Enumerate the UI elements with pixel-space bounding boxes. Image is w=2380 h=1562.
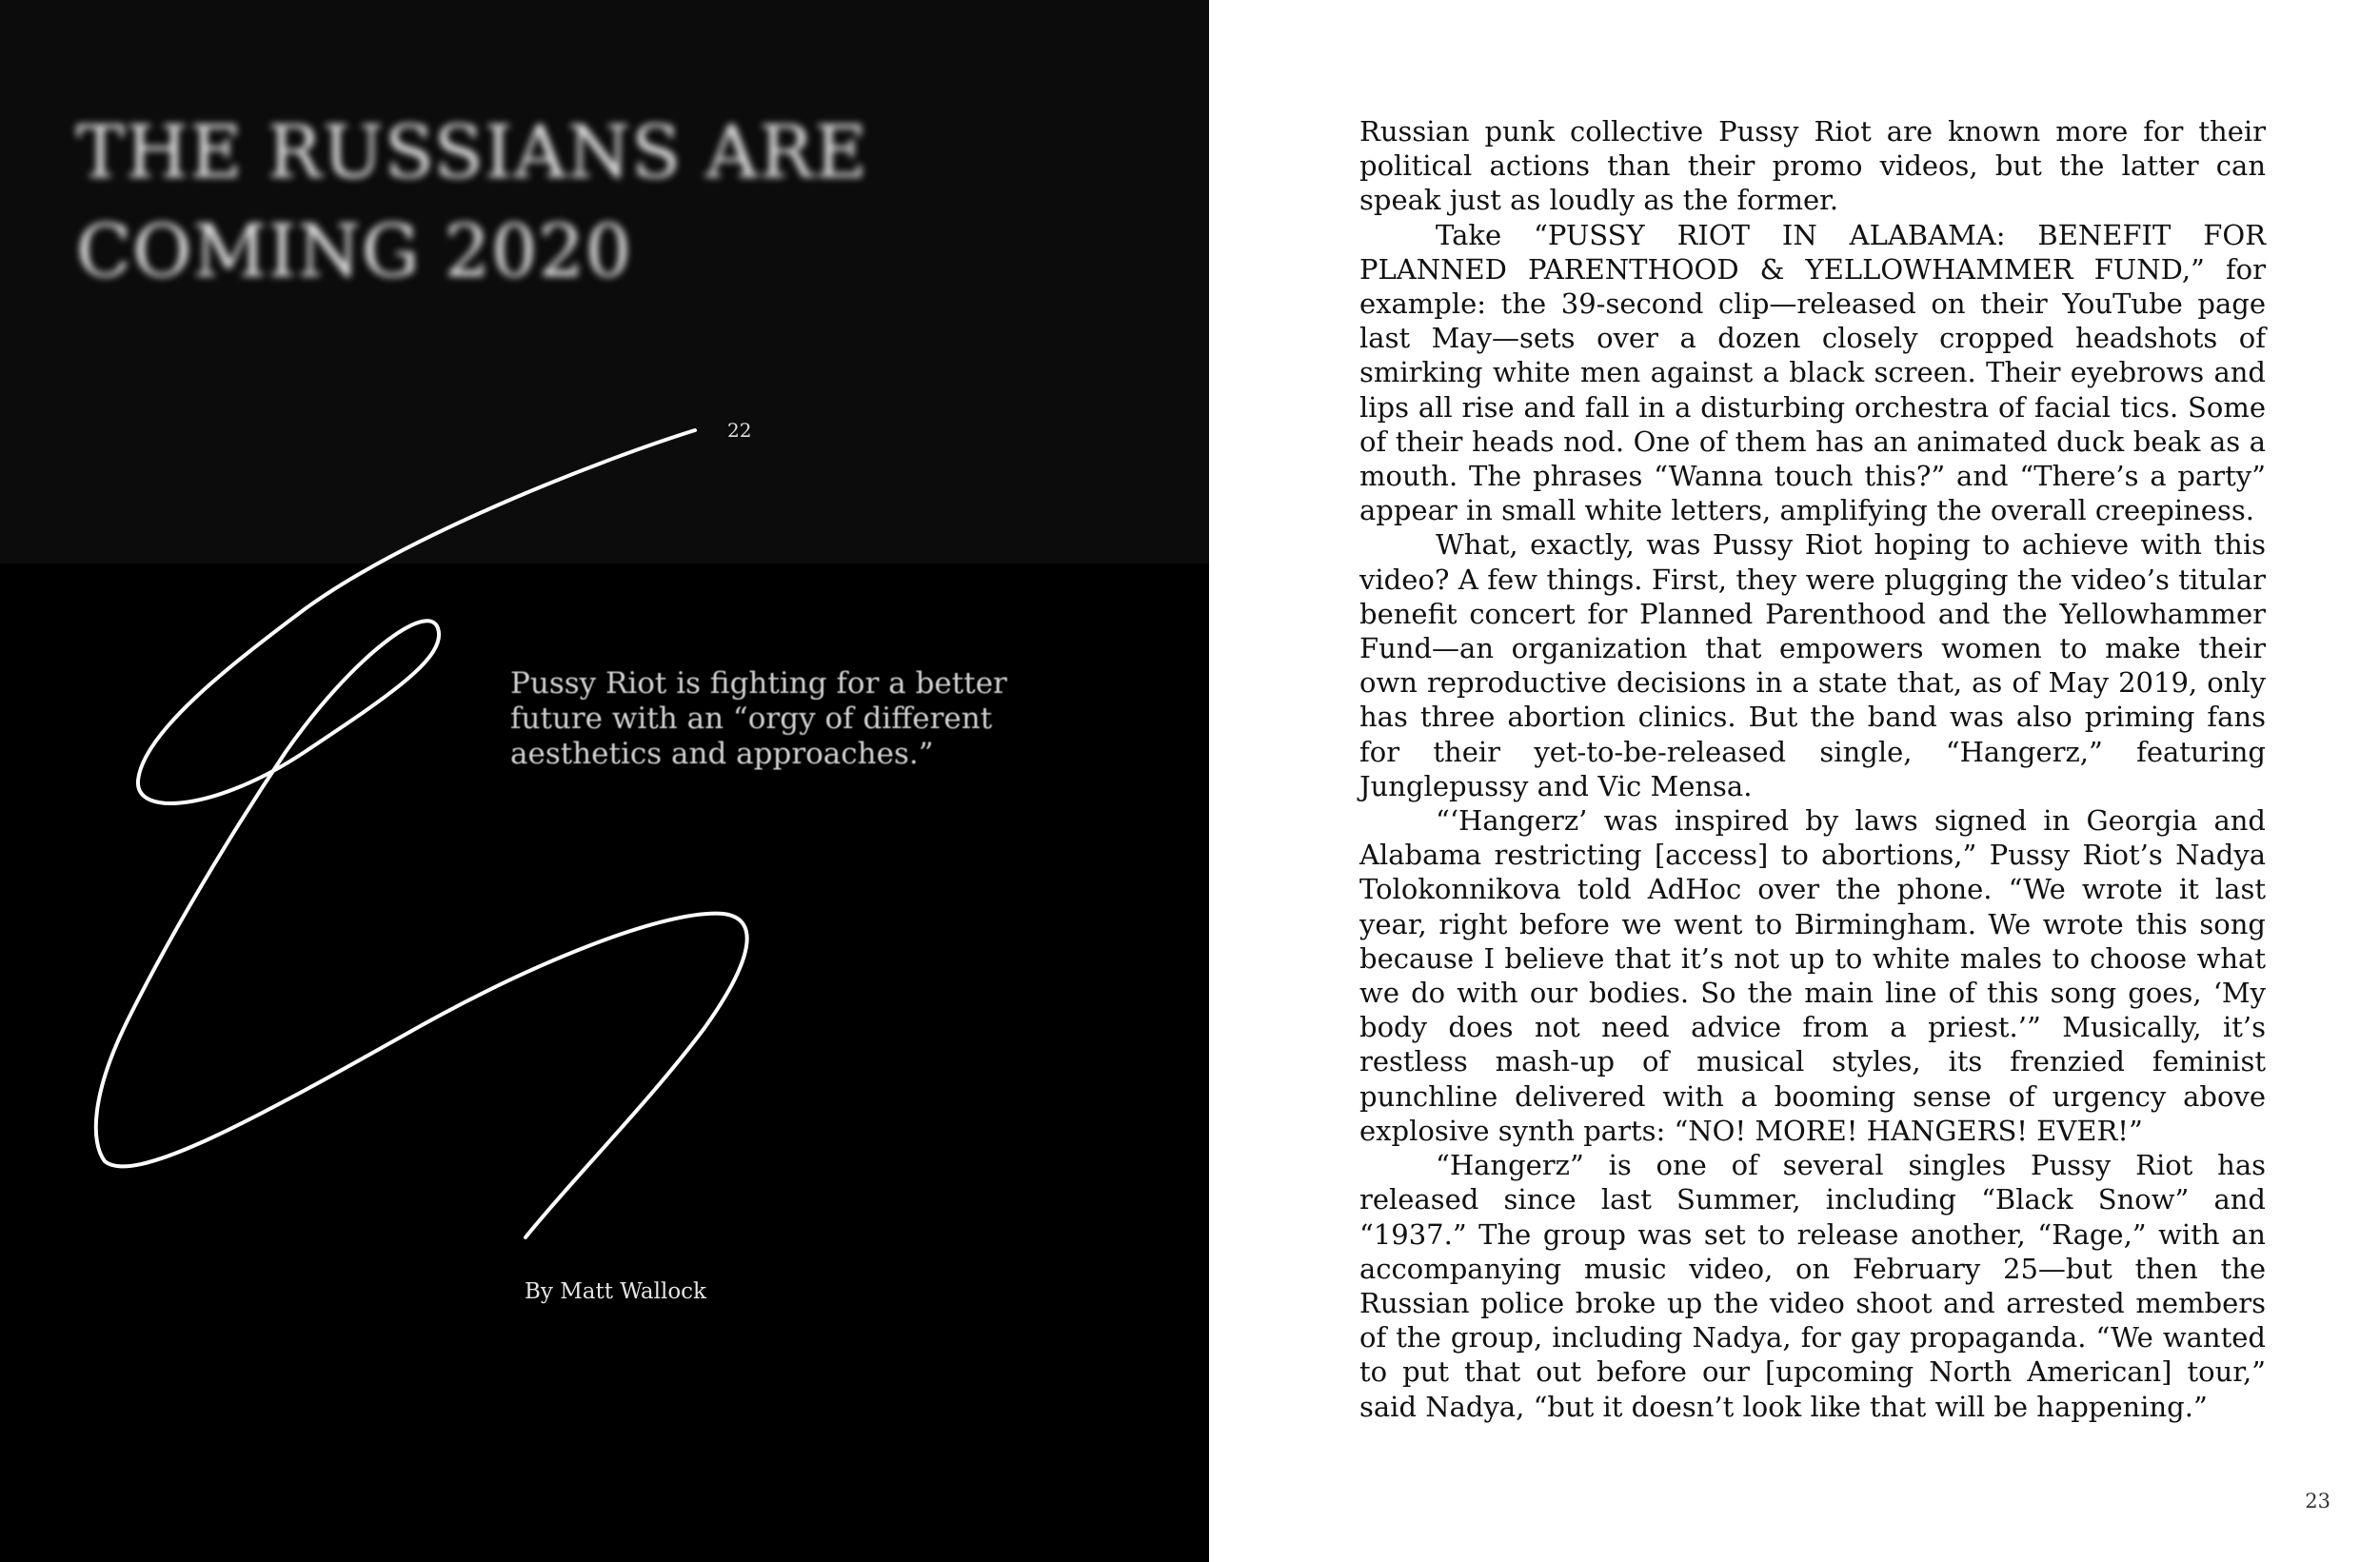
- article-body: [1359, 114, 2266, 1424]
- byline: By Matt Wallock: [525, 1279, 706, 1304]
- article-paragraph: “‘Hangerz’ was inspired by laws signed in Georgia and Alabama restricting [access] to abortions,” Pussy Riot’s Nadya Tolokonnikova told AdHoc over the phone. “We wrote it last year, right before we went to Birmingham. We wrote this song because I believe that it’s not up to white males to choose what we do with our bodies. So the main line of this song goes, ‘My body does not need advice from a priest.’” Musically, it’s restless mash-up of musical styles, its frenzied feminist punchline delivered with a booming sense of urgency above explosive synth parts: “NO! MORE! HANGERS! EVER!”: [1359, 804, 2266, 1147]
- headline-line-2: COMING 2020: [76, 208, 633, 293]
- headline-line-1: THE RUSSIANS ARE: [76, 109, 868, 194]
- right-page: [1209, 0, 2380, 1562]
- article-paragraph: Take “PUSSY RIOT IN ALABAMA: BENEFIT FOR PLANNED PARENTHOOD & YELLOWHAMMER FUND,” for example: the 39-second clip—released on their YouTube page last May—sets over a dozen closely cropped headshots of smirking white men against a black screen. Their eyebrows and lips all rise and fall in a disturbing orchestra of facial tics. Some of their heads nod. One of them has an animated duck beak as a mouth. The phrases “Wanna touch this?” and “There’s a party” appear in small white letters, amplifying the overall creepiness.: [1359, 218, 2266, 527]
- article-paragraph: “Hangerz” is one of several singles Pussy Riot has released since last Summer, including “Black Snow” and “1937.” The group was set to release another, “Rage,” with an accompanying music video, on February 25—but then the Russian police broke up the video shoot and arrested members of the group, including Nadya, for gay propaganda. “We wanted to put that out before our [upcoming North American] tour,” said Nadya, “but it doesn’t look like that will be happening.”: [1359, 1149, 2266, 1423]
- page-number-left: 22: [727, 419, 752, 442]
- article-paragraph: Russian punk collective Pussy Riot are known more for their political actions than their promo videos, but the latter can speak just as loudly as the former.: [1359, 115, 2266, 217]
- article-paragraph: What, exactly, was Pussy Riot hoping to achieve with this video? A few things. First, they were plugging the video’s titular benefit concert for Planned Parenthood and the Yellowhammer Fund—an organization that empowers women to make their own reproductive decisions in a state that, as of May 2019, only has three abortion clinics. But the band was also priming fans for their yet-to-be-released single, “Hangerz,” featuring Junglepussy and Vic Mensa.: [1359, 528, 2266, 802]
- pull-quote: Pussy Riot is fighting for a better future with an “orgy of different aesthetics and approaches.”: [510, 666, 1007, 771]
- page-number-right: 23: [2305, 1490, 2330, 1513]
